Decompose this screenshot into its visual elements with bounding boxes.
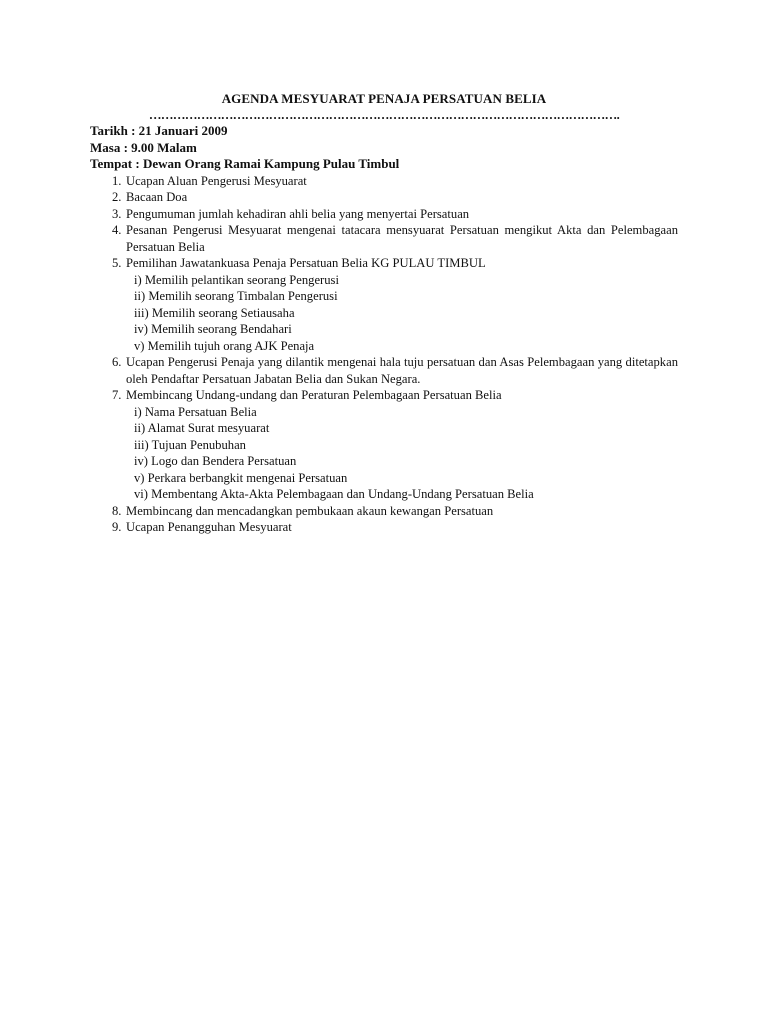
agenda-subitem: v) Memilih tujuh orang AJK Penaja (134, 338, 315, 353)
agenda-item (90, 387, 678, 503)
agenda-item (90, 173, 678, 190)
agenda-item (90, 189, 678, 206)
agenda-item-number: 4. (112, 223, 122, 237)
agenda-subitem: ii) Alamat Surat mesyuarat (134, 421, 270, 435)
meeting-venue: Tempat : Dewan Orang Ramai Kampung Pulau Timbul (90, 156, 400, 171)
document-body (90, 91, 678, 536)
dotted-separator: ………………………………………………………………………………………………………. (148, 107, 620, 122)
agenda-subitem: i) Memilih pelantikan seorang Pengerusi (134, 272, 339, 287)
agenda-sublist (90, 404, 678, 503)
agenda-subitem: iv) Memilih seorang Bendahari (134, 322, 292, 336)
agenda-item-number: 9. (112, 520, 122, 534)
agenda-item (90, 206, 678, 223)
agenda-subitem: vi) Membentang Akta-Akta Pelembagaan dan Undang-Undang Persatuan Belia (134, 487, 534, 501)
agenda-item-number: 1. (112, 173, 122, 188)
agenda-item (90, 354, 678, 387)
agenda-sublist (90, 272, 678, 355)
agenda-item-number: 2. (112, 190, 122, 204)
agenda-subitem: i) Nama Persatuan Belia (134, 404, 257, 419)
agenda-item (90, 519, 678, 536)
agenda-item (90, 255, 678, 354)
meeting-date: Tarikh : 21 Januari 2009 (90, 123, 228, 138)
agenda-item-text: Membincang Undang-undang dan Peraturan Pelembagaan Persatuan Belia (126, 388, 502, 402)
agenda-item-number: 5. (112, 256, 122, 270)
agenda-item-text: Ucapan Pengerusi Penaja yang dilantik mengenai hala tuju persatuan dan Asas Pelembagaan yang ditetapkan oleh Pendaftar Persatuan Jabatan Belia dan Sukan Negara. (126, 355, 678, 386)
agenda-item-text: Membincang dan mencadangkan pembukaan akaun kewangan Persatuan (126, 503, 494, 518)
agenda-item-text: Ucapan Penangguhan Mesyuarat (126, 520, 292, 534)
agenda-item-text: Pemilihan Jawatankuasa Penaja Persatuan Belia KG PULAU TIMBUL (126, 256, 486, 270)
agenda-item-text: Bacaan Doa (126, 190, 188, 204)
agenda-list (90, 173, 678, 536)
agenda-subitem: iii) Memilih seorang Setiausaha (134, 305, 295, 320)
agenda-item-number: 6. (112, 355, 122, 369)
agenda-item-text: Ucapan Aluan Pengerusi Mesyuarat (126, 173, 307, 188)
agenda-item (90, 222, 678, 255)
agenda-subitem: v) Perkara berbangkit mengenai Persatuan (134, 470, 348, 485)
agenda-item-number: 8. (112, 503, 122, 518)
agenda-item-text: Pengumuman jumlah kehadiran ahli belia yang menyertai Persatuan (126, 206, 470, 221)
agenda-item-number: 3. (112, 206, 122, 221)
agenda-item (90, 503, 678, 520)
meeting-time: Masa : 9.00 Malam (90, 139, 197, 155)
agenda-item-number: 7. (112, 388, 122, 402)
document-title: AGENDA MESYUARAT PENAJA PERSATUAN BELIA (221, 91, 547, 106)
agenda-subitem: iii) Tujuan Penubuhan (134, 437, 246, 452)
agenda-subitem: ii) Memilih seorang Timbalan Pengerusi (134, 289, 338, 303)
agenda-item-text: Pesanan Pengerusi Mesyuarat mengenai tatacara mensyuarat Persatuan mengikut Akta dan Pelembagaan Persatuan Belia (126, 223, 678, 254)
agenda-subitem: iv) Logo dan Bendera Persatuan (134, 454, 297, 468)
